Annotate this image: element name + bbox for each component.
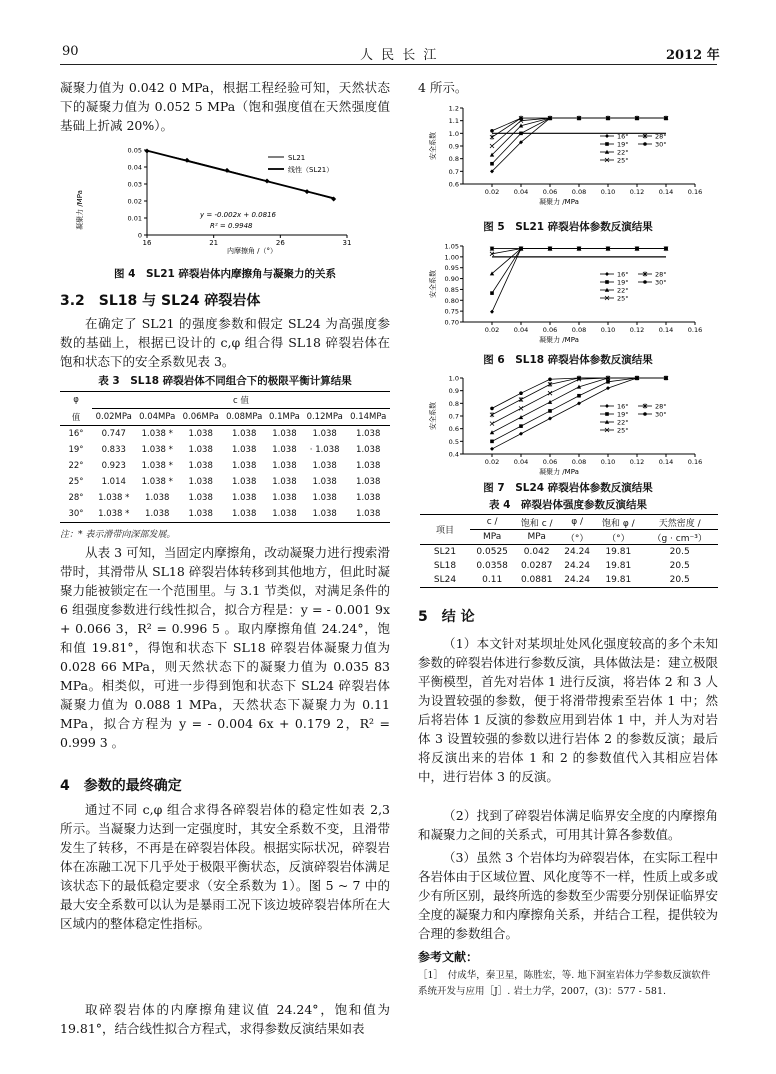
table3-cell: 1.038 xyxy=(272,461,297,471)
fig7-legend-label: 19° xyxy=(617,410,629,419)
table4-cell: 20.5 xyxy=(669,561,690,571)
table4-unit: （g · cm⁻³） xyxy=(652,533,707,544)
table3-c-header: c 值 xyxy=(233,396,249,406)
fig5-chart xyxy=(425,100,715,210)
fig6-legend-label: 22° xyxy=(617,286,629,295)
series-marker xyxy=(548,116,552,120)
table-row xyxy=(60,506,390,523)
fig6-caption: 图 6 SL18 碎裂岩体参数反演结果 xyxy=(483,354,653,366)
fig5-y-tick-label: 1.2 xyxy=(448,104,459,113)
table4-header: 天然密度 / xyxy=(641,515,718,530)
table3-phi-header: φ xyxy=(73,395,79,406)
series-marker xyxy=(548,417,552,421)
table3-cell: 1.014 xyxy=(101,477,126,487)
table3-cell: 1.038 * xyxy=(141,461,173,471)
table3-cell: 1.038 xyxy=(232,429,257,439)
table3-phi-cell: 19° xyxy=(68,445,84,455)
fig4-x-tick-label: 16 xyxy=(142,239,152,247)
fig5-y-tick-label: 0.9 xyxy=(448,142,459,151)
fig4-x-tick-label: 26 xyxy=(275,239,285,247)
series-marker xyxy=(606,247,610,251)
series-marker xyxy=(490,447,494,451)
fig5-x-tick-label: 0.06 xyxy=(542,188,558,196)
fig5-x-tick-label: 0.04 xyxy=(513,188,529,196)
fig4-point xyxy=(305,189,310,194)
fig5-x-tick-label: 0.10 xyxy=(600,188,616,196)
fig6-y-tick-label: 0.75 xyxy=(444,307,459,316)
series-marker xyxy=(605,142,609,146)
table4 xyxy=(420,514,718,588)
fig5-series-line xyxy=(492,118,666,171)
fig5-x-tick-label: 0.14 xyxy=(658,188,674,196)
fig5-y-tick-label: 1.0 xyxy=(448,129,459,138)
series-marker xyxy=(548,377,552,381)
table-row xyxy=(60,458,390,474)
table3-cell: 1.038 * xyxy=(141,477,173,487)
fig5-legend-label: 25° xyxy=(617,156,629,165)
fig5-series-line xyxy=(492,118,666,137)
fig6-x-tick-label: 0.12 xyxy=(629,326,645,334)
section-4-para-1: 通过不同 c,φ 组合求得各碎裂岩体的稳定性如表 2,3 所示。当凝聚力达到一定强度时，其安全系数不变，且滑带发生了转移，不再是在碎裂岩体段。根据实际状况，碎裂岩体在冻融工况下几乎处于极限平衡状态，反演碎裂岩体满足该状态下的最低稳定要求（安全系数为 1）。图 5 ~ 7 中的最大安全系数可以认为是暴雨工况下该边坡碎裂岩体所在大区域内的整体稳定性指标。 xyxy=(60,802,390,931)
fig6-legend-label: 19° xyxy=(617,278,629,287)
series-marker xyxy=(490,135,494,140)
table3-cell: 1.038 xyxy=(312,429,337,439)
table3-cell: 1.038 xyxy=(312,493,337,503)
table4-cell: 24.24 xyxy=(564,547,591,557)
fig5-series-line xyxy=(492,118,666,164)
table3-cell: 1.038 xyxy=(232,445,257,455)
section-3-2-para: 在确定了 SL21 的强度参数和假定 SL24 为高强度参数的基础上，根据已设计的 c,φ 组合得 SL18 碎裂岩体在饱和状态下的安全系数见表 3。 xyxy=(60,316,390,369)
fig5-x-tick-label: 0.02 xyxy=(484,188,500,196)
fig7-legend-label: 22° xyxy=(617,418,629,427)
series-marker xyxy=(643,142,647,146)
section-3-2-title: 3.2 SL18 与 SL24 碎裂岩体 xyxy=(60,293,261,309)
series-marker xyxy=(643,280,647,284)
table3-cell: 1.038 xyxy=(272,509,297,519)
fig5-xlabel: 凝聚力 /MPa xyxy=(539,198,579,206)
conclusion-2: （2）找到了碎裂岩体满足临界安全度的内摩擦角和凝聚力之间的关系式，可用其计算各参数值。 xyxy=(418,808,718,842)
fig7-x-tick-label: 0.08 xyxy=(571,458,587,466)
table3-cell: 1.038 * xyxy=(141,429,173,439)
journal-year: 2012 年 xyxy=(666,48,720,63)
series-marker xyxy=(519,247,523,251)
series-marker xyxy=(490,407,494,411)
fig4-xlabel: 内摩擦角 /（°） xyxy=(226,247,278,255)
fig6-x-tick-label: 0.16 xyxy=(687,326,703,334)
series-marker xyxy=(635,116,639,120)
series-marker xyxy=(643,412,647,416)
fig5-y-tick-label: 0.6 xyxy=(448,180,459,189)
series-marker xyxy=(490,310,494,314)
table3-cell: 1.038 xyxy=(188,509,213,519)
table3-cell: 1.038 xyxy=(272,445,297,455)
table4-cell: 19.81 xyxy=(605,575,632,585)
section-4-title: 4 参数的最终确定 xyxy=(60,778,182,794)
fig6-x-tick-label: 0.08 xyxy=(571,326,587,334)
table4-cell: 0.042 xyxy=(523,547,550,557)
series-marker xyxy=(490,144,494,148)
table-row xyxy=(60,474,390,490)
fig6-legend-label: 25° xyxy=(617,294,629,303)
fig6-y-tick-label: 1.00 xyxy=(444,253,459,262)
table4-header: 饱和 c / xyxy=(514,515,559,530)
table3-cell: 1.038 xyxy=(145,493,170,503)
table3-cell: 1.038 * xyxy=(98,493,130,503)
fig4-y-tick-label: 0.02 xyxy=(127,197,142,206)
table4-cell: SL24 xyxy=(433,575,457,585)
series-marker xyxy=(490,422,494,426)
series-marker xyxy=(664,247,668,251)
table3-cell: 0.923 xyxy=(101,461,126,471)
series-marker xyxy=(519,391,523,395)
fig6-xlabel: 凝聚力 /MPa xyxy=(539,336,579,344)
series-marker xyxy=(577,116,581,120)
fig6-y-tick-label: 0.95 xyxy=(444,264,459,273)
fig4-y-tick-label: 0.01 xyxy=(127,214,142,223)
fig4-y-tick-label: 0.04 xyxy=(127,163,142,172)
series-marker xyxy=(519,415,523,419)
table-row xyxy=(60,426,390,443)
series-marker xyxy=(577,247,581,251)
series-marker xyxy=(605,280,609,284)
fig6-y-tick-label: 0.70 xyxy=(444,318,459,327)
section-5-title: 5 结 论 xyxy=(418,609,475,625)
table3-cell: 1.038 xyxy=(356,461,381,471)
table4-cell: 24.24 xyxy=(564,561,591,571)
table4-caption: 表 4 碎裂岩体强度参数反演结果 xyxy=(489,499,647,511)
fig4-point xyxy=(145,149,150,154)
fig6-x-tick-label: 0.06 xyxy=(542,326,558,334)
table4-cell: 0.11 xyxy=(482,575,503,585)
para-table3-analysis: 从表 3 可知，当固定内摩擦角，改动凝聚力进行搜索滑带时，其滑带从 SL18 碎裂岩体转移到其他地方，但此时凝聚力能被锁定在一个范围里。与 3.1 节类似，对满足条件的 6 组强度参数进行线性拟合，拟合方程是：y = - 0.001 9x + 0.066 3，R² = 0.996 5 。取内摩擦角值 24.24°，饱和值 19.81°，得饱和状态下 SL18 碎裂岩体凝聚力值为 0.028 66 MPa，则天然状态下的凝聚力值为 0.035 83 MPa。相类似，可进一步得到饱和状态下 SL24 碎裂岩体凝聚力值为 0.088 1 MPa，天然状态下凝聚力为 0.11 MPa，拟合方程为 y = - 0.004 6x + 0.179 2，R² = 0.999 3 。 xyxy=(60,545,390,750)
fig7-ylabel: 安全系数 xyxy=(429,402,437,430)
table3-cell: · 1.038 xyxy=(309,445,340,455)
fig7-y-tick-label: 0.4 xyxy=(448,450,459,459)
fig6-ylabel: 安全系数 xyxy=(429,270,437,298)
series-marker xyxy=(577,401,581,405)
series-marker xyxy=(548,247,552,251)
fig6-y-tick-label: 0.80 xyxy=(444,296,459,305)
table3-col-header: 0.1MPa xyxy=(266,409,303,426)
series-marker xyxy=(577,376,581,380)
table3-cell: 1.038 xyxy=(356,429,381,439)
table-row xyxy=(420,559,718,573)
fig4-point xyxy=(265,178,270,183)
fig4-y-tick-label: 0.03 xyxy=(127,180,142,189)
fig6-x-tick-label: 0.04 xyxy=(513,326,529,334)
fig4-x-tick-label: 21 xyxy=(209,239,219,247)
series-marker xyxy=(490,291,494,295)
fig7-legend-label: 25° xyxy=(617,426,629,435)
table3-cell: 1.038 xyxy=(188,461,213,471)
table3 xyxy=(60,391,390,523)
table3-col-header: 0.04MPa xyxy=(135,409,178,426)
table3-cell: 1.038 xyxy=(312,509,337,519)
table4-cell: 0.0287 xyxy=(520,561,553,571)
fig5-legend-label: 28° xyxy=(655,132,667,141)
fig6-legend-label: 28° xyxy=(655,270,667,279)
fig7-y-tick-label: 0.6 xyxy=(448,425,459,434)
table3-cell: 1.038 xyxy=(188,429,213,439)
fig5-legend-label: 22° xyxy=(617,148,629,157)
fig7-x-tick-label: 0.14 xyxy=(658,458,674,466)
page-number: 90 xyxy=(62,44,79,59)
fig7-x-tick-label: 0.02 xyxy=(484,458,500,466)
fig5-legend-label: 19° xyxy=(617,140,629,149)
series-marker xyxy=(605,134,609,138)
table3-cell: 1.038 xyxy=(312,461,337,471)
table-row xyxy=(420,545,718,560)
fig7-y-tick-label: 0.8 xyxy=(448,399,459,408)
fig5-ylabel: 安全系数 xyxy=(429,132,437,160)
table3-cell: 1.038 xyxy=(232,461,257,471)
table4-cell: 0.0881 xyxy=(520,575,553,585)
table3-caption: 表 3 SL18 碎裂岩体不同组合下的极限平衡计算结果 xyxy=(98,375,352,387)
table-row xyxy=(60,442,390,458)
series-marker xyxy=(548,409,552,413)
series-marker xyxy=(605,404,609,408)
conclusion-3: （3）虽然 3 个岩体均为碎裂岩体，在实际工程中各岩体由于区域位置、风化度等不一样，性质上或多或少有所区别，最终所选的参数至少需要分别保证临界安全度的凝聚力和内摩擦角关系，并结合工程，提供较为合理的参数组合。 xyxy=(418,850,719,941)
fig6-y-tick-label: 1.05 xyxy=(444,242,459,251)
series-marker xyxy=(519,116,523,120)
conclusion-1: （1）本文针对某坝址处风化强度较高的多个未知参数的碎裂岩体进行参数反演，具体做法是：建立极限平衡模型，首先对岩体 1 进行反演，将岩体 2 和 3 人为设置较强的参数，便于将滑带搜索至岩体 1 中；然后将岩体 1 反演的参数应用到岩体 1 中，并人为对岩体 3 设置较强的参数以进行岩体 2 的参数反演；最后将反演出来的岩体 1 和 2 的参数值代入其相应岩体中，进行岩体 3 的反演。 xyxy=(418,636,719,784)
series-marker xyxy=(548,400,552,404)
reference-1: ［1］ 付成华，秦卫星，陈胜宏，等. 地下洞室岩体力学参数反演软件系统开发与应用［J］. 岩土力学，2007，(3)：577 - 581. xyxy=(418,970,711,997)
table3-cell: 1.038 xyxy=(356,477,381,487)
table3-cell: 1.038 xyxy=(145,509,170,519)
table4-cell: 20.5 xyxy=(669,547,690,557)
table3-cell: 1.038 xyxy=(188,493,213,503)
fig4-legend-sl21: SL21 xyxy=(288,154,306,162)
table4-cell: 0.0358 xyxy=(476,561,508,571)
fig7-legend-label: 30° xyxy=(655,410,667,419)
fig6-x-tick-label: 0.14 xyxy=(658,326,674,334)
fig6-chart xyxy=(425,238,715,348)
series-marker xyxy=(490,440,494,444)
series-marker xyxy=(490,430,494,434)
table4-cell: SL21 xyxy=(433,547,457,557)
table3-note: 注：* 表示滑带向深部发展。 xyxy=(60,530,176,540)
table3-cell: 1.038 xyxy=(272,477,297,487)
section-4-para-2: 取碎裂岩体的内摩擦角建议值 24.24°，饱和值为 19.81°，结合线性拟合方程式，求得参数反演结果如表 xyxy=(60,1002,390,1036)
fig4-y-tick-label: 0.05 xyxy=(127,146,142,155)
series-marker xyxy=(635,247,639,251)
fig5-y-tick-label: 0.8 xyxy=(448,155,459,164)
table3-cell: 1.038 xyxy=(232,477,257,487)
fig6-series-line xyxy=(492,249,666,312)
fig4-x-tick-label: 31 xyxy=(342,239,352,247)
fig5-x-tick-label: 0.16 xyxy=(687,188,703,196)
table3-col-header: 0.06MPa xyxy=(179,409,222,426)
table3-phi-cell: 28° xyxy=(68,493,84,503)
table3-phi-cell: 25° xyxy=(68,477,84,487)
para-right-top: 4 所示。 xyxy=(418,80,468,95)
fig5-y-tick-label: 0.7 xyxy=(448,167,459,176)
table3-cell: 0.833 xyxy=(101,445,126,455)
table4-cell: 19.81 xyxy=(605,561,632,571)
fig7-y-tick-label: 1.0 xyxy=(448,374,459,383)
table4-cell: 20.5 xyxy=(669,575,690,585)
fig7-caption: 图 7 SL24 碎裂岩体参数反演结果 xyxy=(483,482,653,494)
header-rule xyxy=(60,64,717,65)
fig5-y-tick-label: 1.1 xyxy=(448,117,459,126)
table4-header: 项目 xyxy=(420,515,470,545)
table3-cell: 1.038 xyxy=(272,493,297,503)
series-marker xyxy=(606,376,610,380)
fig4-r2: R² = 0.9948 xyxy=(210,222,253,230)
series-marker xyxy=(490,162,494,166)
table3-cell: 1.038 * xyxy=(141,445,173,455)
fig6-legend-label: 30° xyxy=(655,278,667,287)
table4-header: 饱和 φ / xyxy=(595,515,641,530)
series-marker xyxy=(635,376,639,380)
series-marker xyxy=(490,412,494,417)
references-title: 参考文献： xyxy=(418,950,479,964)
fig6-legend-label: 16° xyxy=(617,270,629,279)
table4-unit: （°） xyxy=(607,533,630,544)
journal-name: 人 民 长 江 xyxy=(360,48,439,63)
table3-cell: 0.747 xyxy=(101,429,126,439)
table4-header: φ / xyxy=(559,515,595,530)
table4-unit: MPa xyxy=(527,532,546,542)
series-marker xyxy=(519,424,523,428)
table3-cell: 1.038 xyxy=(312,477,337,487)
table3-cell: 1.038 * xyxy=(98,509,130,519)
table3-cell: 1.038 xyxy=(232,493,257,503)
fig4-chart xyxy=(72,140,384,258)
fig7-y-tick-label: 0.9 xyxy=(448,387,459,396)
table3-col-header: 0.08MPa xyxy=(222,409,265,426)
fig5-series-line xyxy=(492,118,666,146)
series-marker xyxy=(490,129,494,133)
series-marker xyxy=(606,380,610,384)
fig4-equation: y = -0.002x + 0.0816 xyxy=(200,211,276,219)
series-marker xyxy=(605,272,609,276)
fig4-caption: 图 4 SL21 碎裂岩体内摩擦角与凝聚力的关系 xyxy=(114,268,336,280)
fig5-caption: 图 5 SL21 碎裂岩体参数反演结果 xyxy=(483,221,653,233)
fig6-y-tick-label: 0.85 xyxy=(444,285,459,294)
fig5-x-tick-label: 0.12 xyxy=(629,188,645,196)
fig6-y-tick-label: 0.90 xyxy=(444,275,459,284)
para-intro: 凝聚力值为 0.042 0 MPa，根据工程经验可知，天然状态下的凝聚力值为 0.052 5 MPa（饱和强度值在天然强度值基础上折减 20%）。 xyxy=(60,80,390,133)
series-marker xyxy=(606,116,610,120)
fig7-x-tick-label: 0.04 xyxy=(513,458,529,466)
fig7-legend-label: 28° xyxy=(655,402,667,411)
table3-col-header: 0.14MPa xyxy=(346,409,390,426)
series-marker xyxy=(548,391,552,395)
table4-header: c / xyxy=(470,515,514,530)
table3-phi-header-2: 值 xyxy=(71,412,81,423)
table4-cell: 24.24 xyxy=(564,575,591,585)
table3-col-header: 0.12MPa xyxy=(303,409,346,426)
series-marker xyxy=(664,116,668,120)
table3-phi-cell: 22° xyxy=(68,461,84,471)
fig7-x-tick-label: 0.06 xyxy=(542,458,558,466)
table3-cell: 1.038 xyxy=(356,493,381,503)
fig6-x-tick-label: 0.02 xyxy=(484,326,500,334)
table3-cell: 1.038 xyxy=(356,509,381,519)
table4-cell: SL18 xyxy=(433,561,457,571)
fig7-chart xyxy=(425,370,715,480)
fig4-legend-linear: 线性（SL21） xyxy=(288,166,334,174)
table3-col-header: 0.02MPa xyxy=(92,409,135,426)
fig7-x-tick-label: 0.12 xyxy=(629,458,645,466)
series-marker xyxy=(519,406,523,410)
fig4-y-tick-label: 0 xyxy=(137,231,142,240)
fig5-legend-label: 30° xyxy=(655,140,667,149)
fig5-legend-label: 16° xyxy=(617,132,629,141)
table3-phi-cell: 30° xyxy=(68,509,84,519)
table3-cell: 1.038 xyxy=(188,477,213,487)
series-marker xyxy=(519,432,523,436)
table3-cell: 1.038 xyxy=(188,445,213,455)
series-marker xyxy=(577,394,581,398)
fig4-ylabel: 凝聚力 /MPa xyxy=(76,190,84,230)
table-row xyxy=(420,573,718,588)
fig7-legend-label: 16° xyxy=(617,402,629,411)
fig7-x-tick-label: 0.10 xyxy=(600,458,616,466)
table4-cell: 0.0525 xyxy=(476,547,508,557)
table3-cell: 1.038 xyxy=(272,429,297,439)
fig7-y-tick-label: 0.7 xyxy=(448,412,459,421)
fig7-xlabel: 凝聚力 /MPa xyxy=(539,468,579,476)
fig6-x-tick-label: 0.10 xyxy=(600,326,616,334)
table3-cell: 1.038 xyxy=(232,509,257,519)
series-marker xyxy=(606,386,610,390)
table3-phi-cell: 16° xyxy=(68,429,84,439)
fig5-x-tick-label: 0.08 xyxy=(571,188,587,196)
table3-cell: 1.038 xyxy=(356,445,381,455)
fig7-x-tick-label: 0.16 xyxy=(687,458,703,466)
series-marker xyxy=(519,397,523,402)
series-marker xyxy=(664,376,668,380)
series-marker xyxy=(605,412,609,416)
fig7-y-tick-label: 0.5 xyxy=(448,437,459,446)
table4-unit: （°） xyxy=(565,533,589,544)
series-marker xyxy=(490,247,494,251)
table-row xyxy=(60,490,390,506)
table4-cell: 19.81 xyxy=(605,547,632,557)
table4-unit: MPa xyxy=(483,532,502,542)
